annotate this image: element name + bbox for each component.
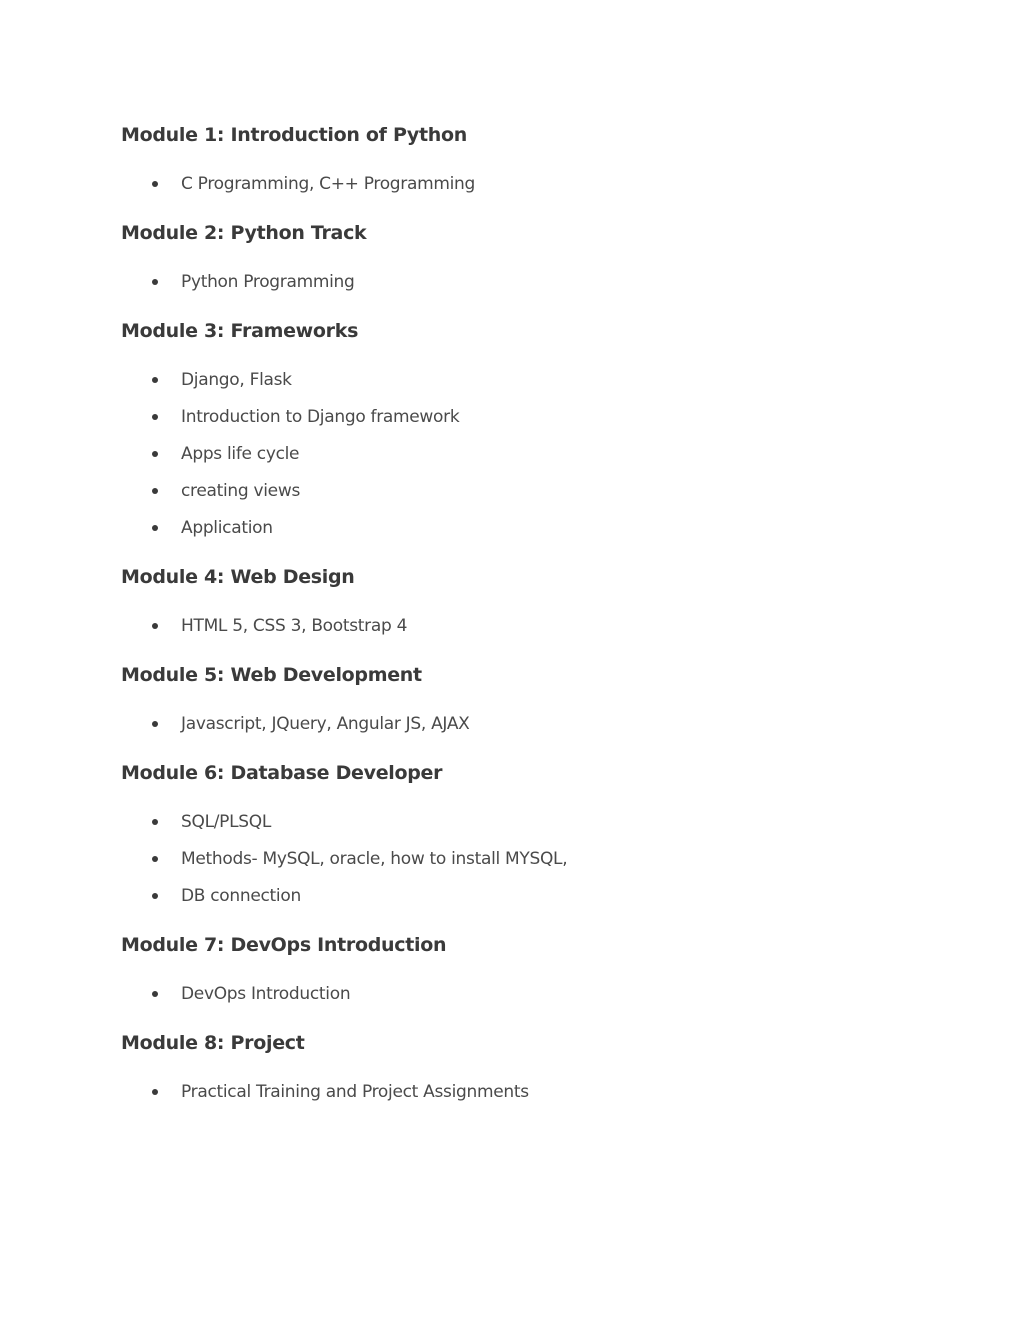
module-title: Module 1: Introduction of Python [121, 124, 468, 146]
bullet-icon [152, 623, 158, 629]
list-item-text: DB connection [181, 886, 301, 906]
module-4 [121, 562, 921, 641]
module-items [121, 979, 921, 1009]
module-title: Module 5: Web Development [121, 664, 422, 686]
bullet-icon [152, 721, 158, 727]
bullet-icon [152, 279, 158, 285]
list-item-text: C Programming, C++ Programming [181, 174, 475, 194]
module-1 [121, 120, 921, 199]
list-item-text: Django, Flask [181, 370, 292, 390]
bullet-icon [152, 488, 158, 494]
bullet-icon [152, 451, 158, 457]
list-item [121, 402, 921, 439]
list-item [121, 267, 921, 297]
module-title: Module 7: DevOps Introduction [121, 934, 447, 956]
list-item-text: Methods- MySQL, oracle, how to install MYSQL, [181, 849, 568, 869]
list-item-text: Introduction to Django framework [181, 407, 460, 427]
bullet-icon [152, 856, 158, 862]
list-item [121, 1077, 921, 1107]
module-6 [121, 758, 921, 911]
module-items [121, 611, 921, 641]
module-7 [121, 930, 921, 1009]
list-item [121, 611, 921, 641]
list-item [121, 439, 921, 476]
module-title: Module 4: Web Design [121, 566, 355, 588]
module-items [121, 807, 921, 911]
module-items [121, 709, 921, 739]
bullet-icon [152, 181, 158, 187]
list-item [121, 979, 921, 1009]
module-8 [121, 1028, 921, 1107]
module-title: Module 3: Frameworks [121, 320, 359, 342]
bullet-icon [152, 991, 158, 997]
list-item-text: HTML 5, CSS 3, Bootstrap 4 [181, 616, 408, 636]
list-item-text: DevOps Introduction [181, 984, 351, 1004]
list-item-text: creating views [181, 481, 301, 501]
list-item [121, 807, 921, 844]
module-title: Module 8: Project [121, 1032, 305, 1054]
list-item [121, 709, 921, 739]
list-item-text: Apps life cycle [181, 444, 300, 464]
list-item-text: Application [181, 518, 273, 538]
module-2 [121, 218, 921, 297]
bullet-icon [152, 525, 158, 531]
list-item [121, 513, 921, 543]
bullet-icon [152, 414, 158, 420]
list-item [121, 365, 921, 402]
list-item-text: Javascript, JQuery, Angular JS, AJAX [181, 714, 470, 734]
module-items [121, 169, 921, 199]
list-item-text: Practical Training and Project Assignments [181, 1082, 529, 1102]
bullet-icon [152, 1089, 158, 1095]
bullet-icon [152, 819, 158, 825]
module-5 [121, 660, 921, 739]
module-items [121, 365, 921, 543]
module-items [121, 1077, 921, 1107]
module-title: Module 6: Database Developer [121, 762, 443, 784]
list-item [121, 844, 921, 881]
list-item-text: SQL/PLSQL [181, 812, 272, 832]
module-3 [121, 316, 921, 543]
module-list [121, 120, 921, 1126]
list-item [121, 476, 921, 513]
list-item [121, 881, 921, 911]
module-items [121, 267, 921, 297]
module-title: Module 2: Python Track [121, 222, 367, 244]
list-item [121, 169, 921, 199]
list-item-text: Python Programming [181, 272, 355, 292]
bullet-icon [152, 893, 158, 899]
bullet-icon [152, 377, 158, 383]
